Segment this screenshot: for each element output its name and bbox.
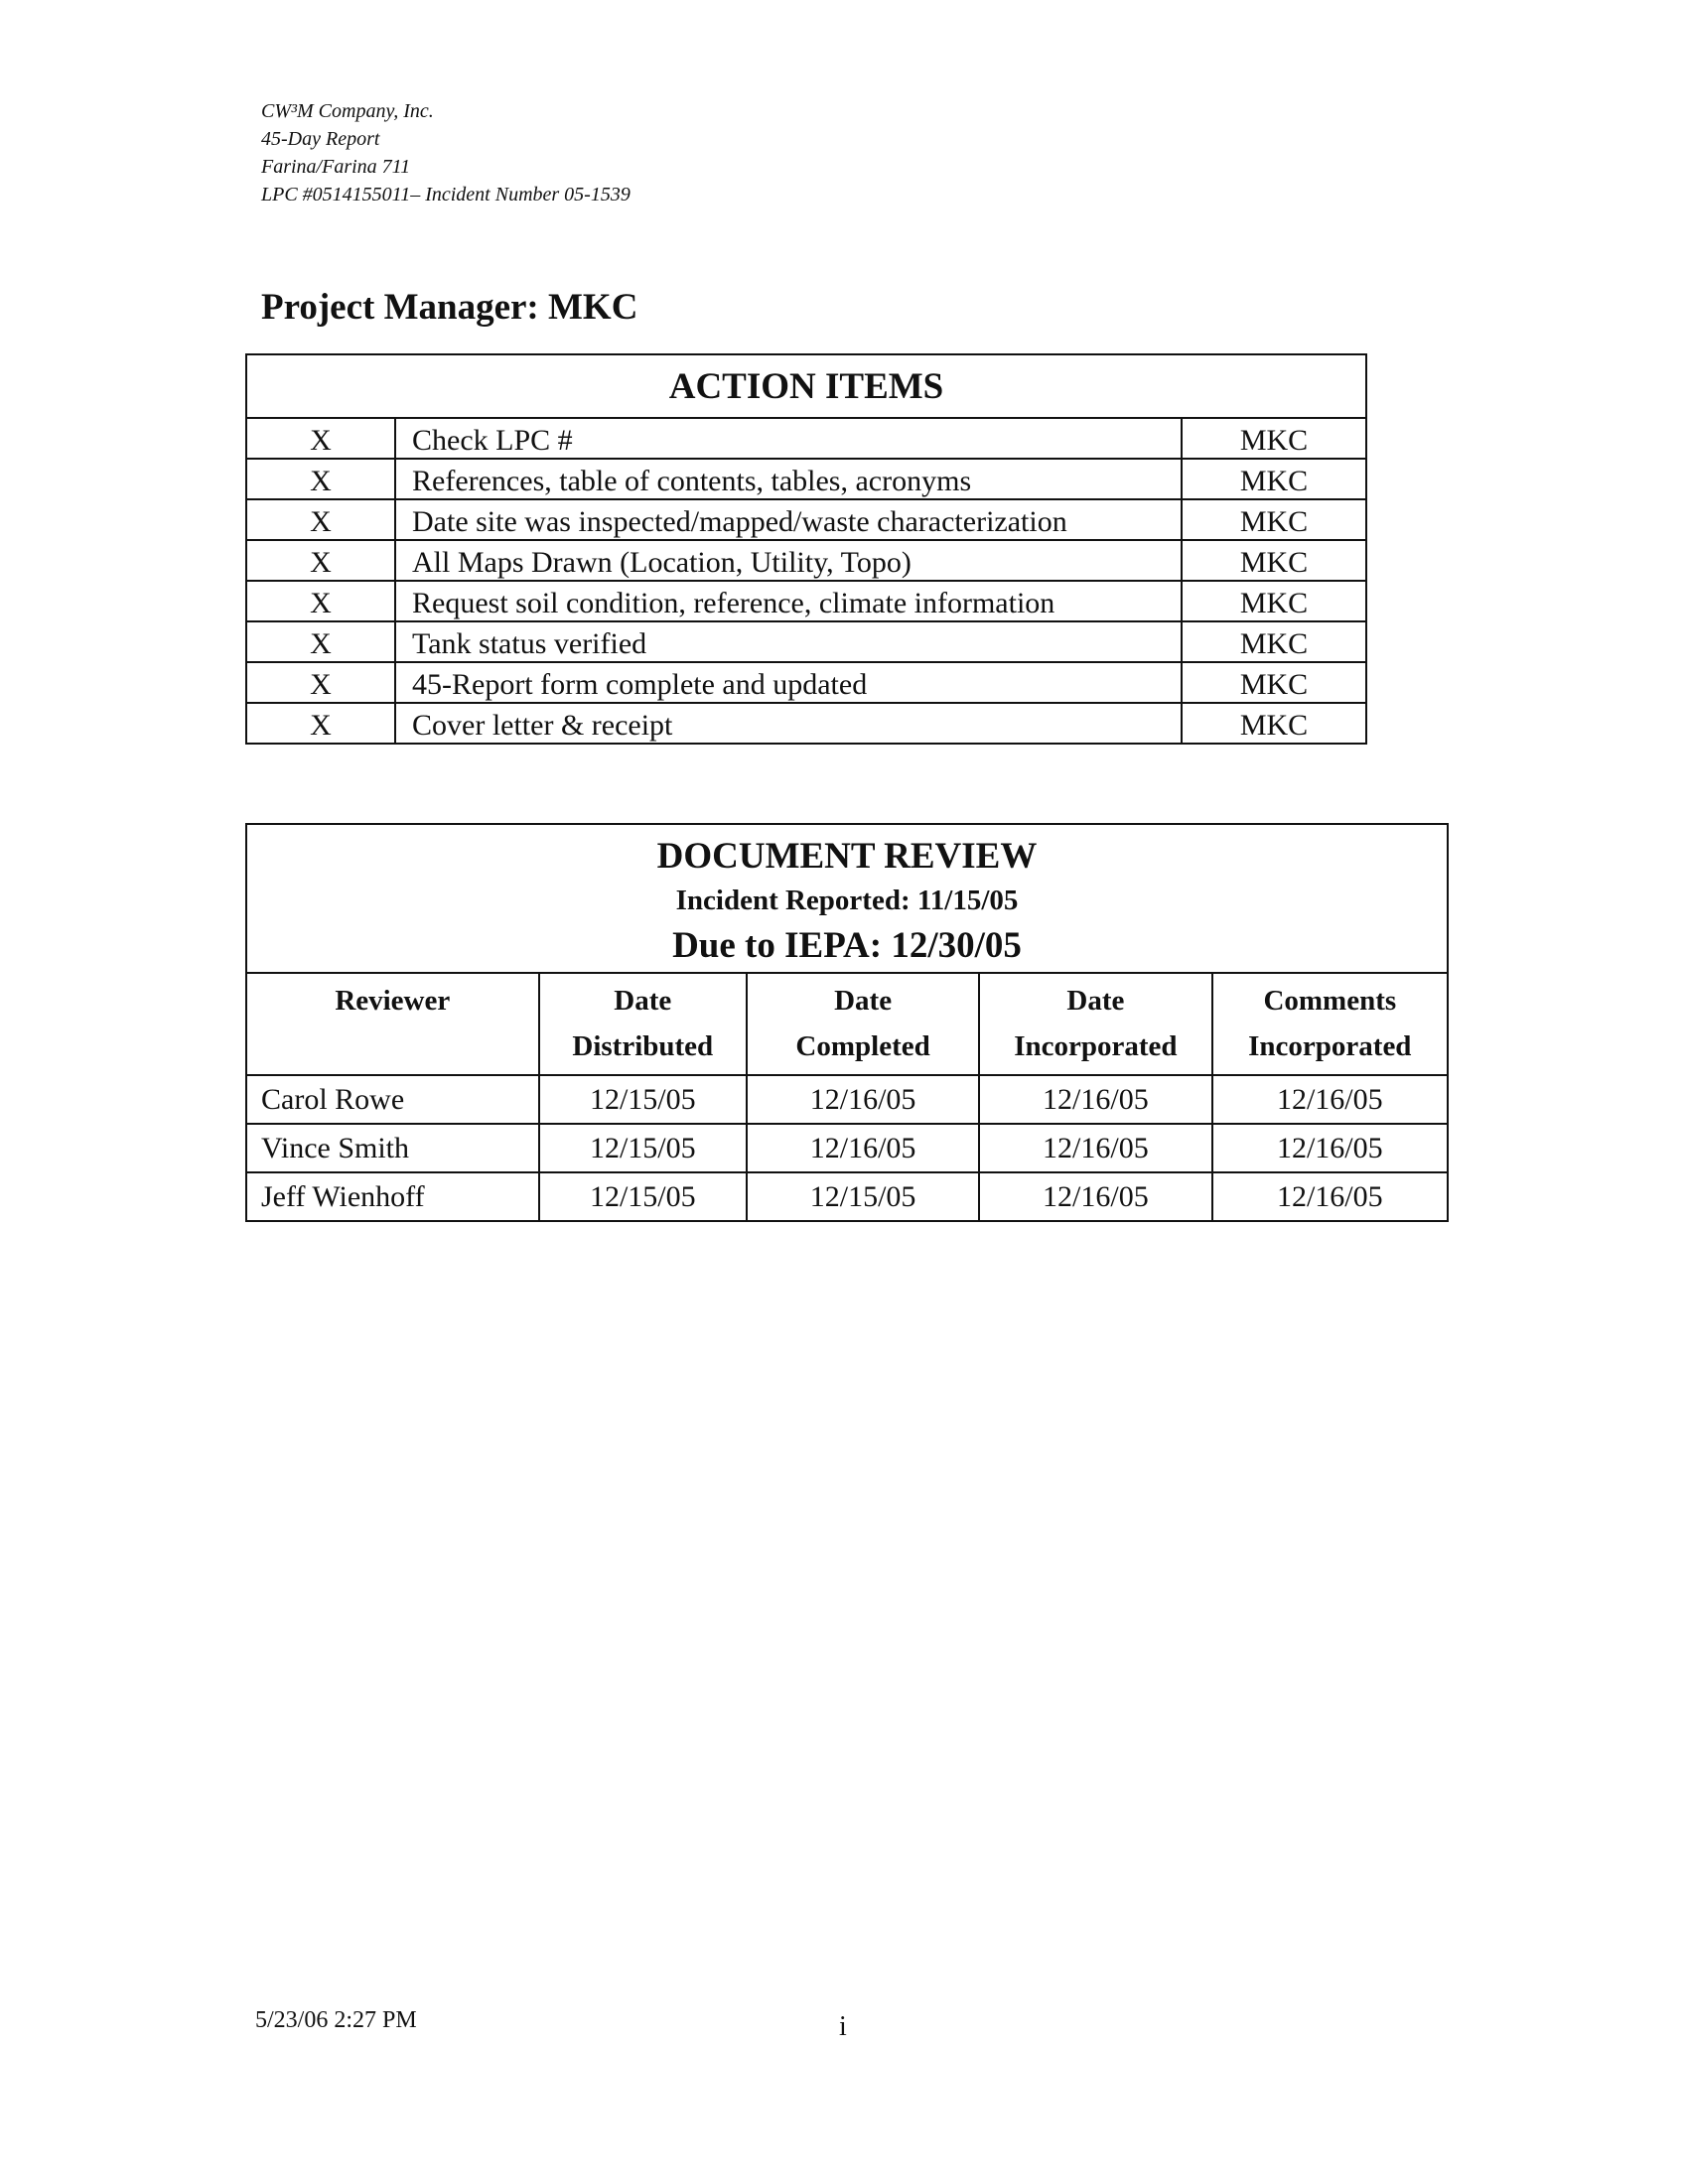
table-row bbox=[246, 1124, 1448, 1172]
column-header-line: Incorporated bbox=[1014, 1030, 1178, 1062]
lpc-incident-number: LPC #0514155011– Incident Number 05-1539 bbox=[261, 184, 631, 205]
column-header-comments-incorporated bbox=[1212, 973, 1448, 1075]
action-item-text: Cover letter & receipt bbox=[395, 703, 1182, 744]
action-owner: MKC bbox=[1182, 621, 1366, 662]
action-check-mark: X bbox=[246, 621, 395, 662]
due-date: Due to IEPA: 12/30/05 bbox=[672, 925, 1022, 966]
page-number: i bbox=[839, 2011, 847, 2042]
table-row bbox=[246, 662, 1366, 703]
column-header-line: Comments bbox=[1263, 985, 1397, 1017]
reviewer-name: Vince Smith bbox=[246, 1124, 539, 1172]
action-owner: MKC bbox=[1182, 703, 1366, 744]
date-distributed: 12/15/05 bbox=[539, 1075, 747, 1124]
action-owner: MKC bbox=[1182, 459, 1366, 499]
action-check-mark: X bbox=[246, 418, 395, 459]
action-check-mark: X bbox=[246, 540, 395, 581]
column-header-row bbox=[246, 973, 1448, 1075]
column-header-line: Completed bbox=[795, 1030, 930, 1062]
table-row bbox=[246, 540, 1366, 581]
column-header-line: Date bbox=[834, 985, 893, 1017]
reviewer-name: Jeff Wienhoff bbox=[246, 1172, 539, 1221]
table-row bbox=[246, 499, 1366, 540]
document-review-heading bbox=[246, 824, 1448, 973]
action-item-text: Check LPC # bbox=[395, 418, 1182, 459]
action-check-mark: X bbox=[246, 662, 395, 703]
action-owner: MKC bbox=[1182, 540, 1366, 581]
column-header-line: Date bbox=[1066, 985, 1125, 1017]
comments-incorporated: 12/16/05 bbox=[1212, 1075, 1448, 1124]
action-item-text: 45-Report form complete and updated bbox=[395, 662, 1182, 703]
date-completed: 12/15/05 bbox=[747, 1172, 979, 1221]
table-row bbox=[246, 1075, 1448, 1124]
incident-reported-date: Incident Reported: 11/15/05 bbox=[675, 885, 1019, 916]
date-incorporated: 12/16/05 bbox=[979, 1172, 1211, 1221]
action-item-text: Request soil condition, reference, climate information bbox=[395, 581, 1182, 621]
table-row bbox=[246, 418, 1366, 459]
action-owner: MKC bbox=[1182, 499, 1366, 540]
date-incorporated: 12/16/05 bbox=[979, 1075, 1211, 1124]
action-owner: MKC bbox=[1182, 581, 1366, 621]
document-review-title: DOCUMENT REVIEW bbox=[656, 836, 1038, 877]
document-review-table bbox=[245, 823, 1449, 1222]
column-header-line: Reviewer bbox=[335, 985, 451, 1017]
company-name: CW³M Company, Inc. bbox=[261, 100, 434, 122]
document-header bbox=[261, 97, 631, 208]
column-header-date-completed bbox=[747, 973, 979, 1075]
column-header-line: Date bbox=[614, 985, 672, 1017]
comments-incorporated: 12/16/05 bbox=[1212, 1124, 1448, 1172]
column-header-line: Distributed bbox=[572, 1030, 714, 1062]
table-row bbox=[246, 459, 1366, 499]
date-completed: 12/16/05 bbox=[747, 1075, 979, 1124]
comments-incorporated: 12/16/05 bbox=[1212, 1172, 1448, 1221]
action-item-text: Date site was inspected/mapped/waste characterization bbox=[395, 499, 1182, 540]
date-completed: 12/16/05 bbox=[747, 1124, 979, 1172]
action-check-mark: X bbox=[246, 459, 395, 499]
action-item-text: All Maps Drawn (Location, Utility, Topo) bbox=[395, 540, 1182, 581]
table-row bbox=[246, 703, 1366, 744]
action-check-mark: X bbox=[246, 499, 395, 540]
action-item-text: References, table of contents, tables, acronyms bbox=[395, 459, 1182, 499]
column-header-line: Incorporated bbox=[1248, 1030, 1412, 1062]
table-row bbox=[246, 581, 1366, 621]
date-distributed: 12/15/05 bbox=[539, 1172, 747, 1221]
reviewer-name: Carol Rowe bbox=[246, 1075, 539, 1124]
action-owner: MKC bbox=[1182, 662, 1366, 703]
action-owner: MKC bbox=[1182, 418, 1366, 459]
project-manager-heading: Project Manager: MKC bbox=[261, 287, 638, 328]
date-distributed: 12/15/05 bbox=[539, 1124, 747, 1172]
table-row bbox=[246, 621, 1366, 662]
print-timestamp: 5/23/06 2:27 PM bbox=[255, 2007, 417, 2033]
action-items-title: ACTION ITEMS bbox=[246, 354, 1366, 418]
action-check-mark: X bbox=[246, 581, 395, 621]
report-type: 45-Day Report bbox=[261, 128, 380, 150]
action-check-mark: X bbox=[246, 703, 395, 744]
action-items-table bbox=[245, 353, 1367, 745]
date-incorporated: 12/16/05 bbox=[979, 1124, 1211, 1172]
column-header-date-incorporated bbox=[979, 973, 1211, 1075]
column-header-date-distributed bbox=[539, 973, 747, 1075]
table-row bbox=[246, 1172, 1448, 1221]
site-name: Farina/Farina 711 bbox=[261, 156, 411, 178]
column-header-reviewer bbox=[246, 973, 539, 1075]
action-item-text: Tank status verified bbox=[395, 621, 1182, 662]
